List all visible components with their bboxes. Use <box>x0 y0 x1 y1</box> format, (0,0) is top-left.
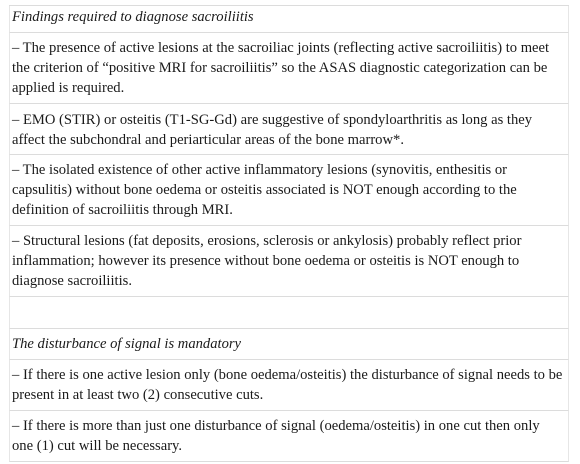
section-heading-signal: The disturbance of signal is mandatory <box>9 329 569 360</box>
section-heading-findings: Findings required to diagnose sacroiliitis <box>9 6 569 33</box>
finding-item-2: – EMO (STIR) or osteitis (T1-SG-Gd) are suggestive of spondyloarthritis as long as they affect the subchondral and periarticular areas of the bone marrow*. <box>9 104 569 155</box>
table-spacer-row <box>9 297 569 329</box>
signal-item-2: – If there is more than just one disturbance of signal (oedema/osteitis) in one cut then only one (1) cut will be necessary. <box>9 411 569 462</box>
signal-item-1: – If there is one active lesion only (bone oedema/osteitis) the disturbance of signal needs to be present in at least two (2) consecutive cuts. <box>9 360 569 411</box>
finding-item-3: – The isolated existence of other active inflammatory lesions (synovitis, enthesitis or capsulitis) without bone oedema or osteitis associated is NOT enough according to the definition of sacroiliitis through MRI. <box>9 155 569 226</box>
finding-item-4: – Structural lesions (fat deposits, erosions, sclerosis or ankylosis) probably reflect prior inflammation; however its presence without bone oedema or osteitis is NOT enough to diagnose sacroiliitis. <box>9 226 569 297</box>
criteria-table <box>9 5 569 462</box>
finding-item-1: – The presence of active lesions at the sacroiliac joints (reflecting active sacroiliitis) to meet the criterion of “positive MRI for sacroiliitis” so the ASAS diagnostic categorization can be applied is required. <box>9 33 569 104</box>
